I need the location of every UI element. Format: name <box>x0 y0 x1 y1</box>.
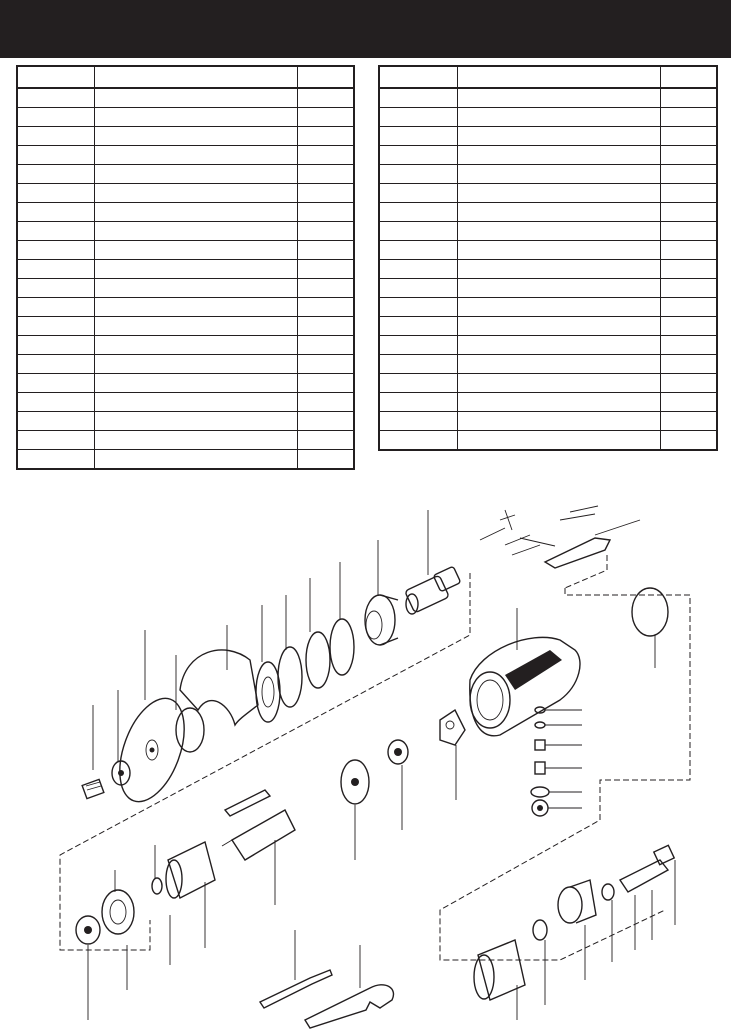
spanner-wrench <box>305 985 393 1028</box>
table-row <box>379 222 717 241</box>
table-cell <box>298 431 354 450</box>
table-row <box>17 431 354 450</box>
trigger-lever <box>500 510 610 568</box>
table-cell <box>94 317 298 336</box>
table-row <box>379 393 717 412</box>
table-cell <box>298 355 354 374</box>
table-cell <box>379 241 457 260</box>
table-cell <box>17 431 94 450</box>
spacer-rings <box>278 619 354 707</box>
flange-plate <box>256 662 280 722</box>
table-cell <box>661 393 717 412</box>
table-cell <box>661 374 717 393</box>
table-cell <box>94 393 298 412</box>
assembly-guide-line-trigger <box>565 555 607 588</box>
front-bearing-housing <box>102 890 134 934</box>
table-cell <box>94 203 298 222</box>
table-cell <box>379 260 457 279</box>
table-row <box>17 374 354 393</box>
table-cell <box>457 355 661 374</box>
table-cell <box>94 88 298 108</box>
table-cell <box>379 355 457 374</box>
table-cell <box>298 222 354 241</box>
table-cell <box>298 317 354 336</box>
small-washer <box>152 878 162 894</box>
table-cell <box>17 374 94 393</box>
table-cell <box>379 108 457 127</box>
table-cell <box>94 127 298 146</box>
table-cell <box>298 165 354 184</box>
table-cell <box>661 260 717 279</box>
table-cell <box>94 146 298 165</box>
table-row <box>379 412 717 431</box>
table-cell <box>661 88 717 108</box>
bearing-housing <box>365 595 398 645</box>
table-row <box>17 165 354 184</box>
spindle-shaft <box>405 566 461 614</box>
table-cell <box>379 222 457 241</box>
header-bar <box>0 0 731 58</box>
table-cell <box>379 317 457 336</box>
table-cell <box>379 203 457 222</box>
table-cell <box>298 412 354 431</box>
table-cell <box>457 184 661 203</box>
table-cell <box>94 298 298 317</box>
table-cell <box>379 279 457 298</box>
table-row <box>17 393 354 412</box>
table-row <box>379 298 717 317</box>
table-cell <box>379 66 457 88</box>
table-cell <box>661 412 717 431</box>
table-cell <box>457 317 661 336</box>
table-header-row <box>379 66 717 88</box>
table-cell <box>661 222 717 241</box>
table-cell <box>457 431 661 451</box>
table-cell <box>17 412 94 431</box>
table-cell <box>379 165 457 184</box>
table-cell <box>17 165 94 184</box>
table-cell <box>298 336 354 355</box>
arbor-bolt <box>82 779 104 798</box>
table-cell <box>94 431 298 450</box>
table-cell <box>661 146 717 165</box>
table-cell <box>94 336 298 355</box>
parts-list-table-left <box>16 65 355 470</box>
table-row <box>379 108 717 127</box>
table-cell <box>661 336 717 355</box>
table-cell <box>17 298 94 317</box>
table-cell <box>457 279 661 298</box>
table-cell <box>298 108 354 127</box>
table-cell <box>298 279 354 298</box>
table-cell <box>298 450 354 470</box>
table-cell <box>457 146 661 165</box>
exhaust-o-ring <box>533 920 547 940</box>
table-cell <box>17 279 94 298</box>
table-cell <box>298 298 354 317</box>
table-row <box>17 298 354 317</box>
table-cell <box>457 412 661 431</box>
table-cell <box>94 184 298 203</box>
air-inlet-fitting <box>620 845 674 892</box>
table-row <box>17 317 354 336</box>
table-cell <box>457 374 661 393</box>
gasket-plate <box>440 710 465 745</box>
table-cell <box>94 66 298 88</box>
table-cell <box>661 203 717 222</box>
table-cell <box>379 184 457 203</box>
table-cell <box>457 165 661 184</box>
hex-key <box>260 970 332 1008</box>
air-inlet-housing <box>558 880 596 923</box>
table-cell <box>94 108 298 127</box>
table-row <box>379 374 717 393</box>
wheel-guard <box>176 650 258 752</box>
table-row <box>17 450 354 470</box>
table-cell <box>661 241 717 260</box>
table-cell <box>94 165 298 184</box>
table-row <box>379 317 717 336</box>
table-cell <box>17 88 94 108</box>
valve-stack <box>531 707 549 816</box>
table-cell <box>94 260 298 279</box>
table-cell <box>379 88 457 108</box>
table-row <box>17 108 354 127</box>
table-cell <box>17 127 94 146</box>
table-cell <box>298 146 354 165</box>
table-row <box>379 260 717 279</box>
table-row <box>379 184 717 203</box>
table-cell <box>661 127 717 146</box>
table-cell <box>94 222 298 241</box>
table-cell <box>457 66 661 88</box>
table-cell <box>17 393 94 412</box>
table-row <box>379 127 717 146</box>
table-row <box>17 412 354 431</box>
table-row <box>17 146 354 165</box>
table-cell <box>457 127 661 146</box>
table-row <box>379 336 717 355</box>
table-cell <box>661 279 717 298</box>
front-bearing <box>76 916 100 944</box>
cylinder <box>166 842 215 898</box>
table-cell <box>457 88 661 108</box>
table-cell <box>379 336 457 355</box>
table-cell <box>298 66 354 88</box>
table-header-row <box>17 66 354 88</box>
table-cell <box>17 184 94 203</box>
callout-leaders <box>88 506 675 1020</box>
table-cell <box>17 241 94 260</box>
table-row <box>17 203 354 222</box>
table-cell <box>457 260 661 279</box>
table-cell <box>298 393 354 412</box>
table-cell <box>457 336 661 355</box>
table-cell <box>379 146 457 165</box>
table-cell <box>94 279 298 298</box>
end-plate <box>341 760 369 804</box>
table-row <box>379 146 717 165</box>
table-cell <box>661 184 717 203</box>
table-cell <box>457 298 661 317</box>
table-row <box>379 355 717 374</box>
table-cell <box>298 88 354 108</box>
inlet-o-ring <box>602 884 614 900</box>
table-cell <box>457 222 661 241</box>
table-row <box>17 184 354 203</box>
table-cell <box>17 108 94 127</box>
motor-housing <box>470 637 580 735</box>
table-row <box>17 88 354 108</box>
table-cell <box>94 412 298 431</box>
table-cell <box>17 317 94 336</box>
table-row <box>379 88 717 108</box>
table-cell <box>298 260 354 279</box>
table-row <box>17 279 354 298</box>
table-row <box>379 431 717 451</box>
exploded-parts-diagram <box>0 500 731 1031</box>
table-cell <box>661 355 717 374</box>
table-cell <box>94 450 298 470</box>
table-cell <box>661 317 717 336</box>
table-row <box>379 279 717 298</box>
table-cell <box>661 108 717 127</box>
table-cell <box>17 66 94 88</box>
table-cell <box>17 203 94 222</box>
table-cell <box>661 66 717 88</box>
table-cell <box>661 431 717 451</box>
table-row <box>17 127 354 146</box>
table-cell <box>661 165 717 184</box>
table-cell <box>457 241 661 260</box>
table-cell <box>298 374 354 393</box>
table-cell <box>457 393 661 412</box>
table-cell <box>457 203 661 222</box>
table-cell <box>298 241 354 260</box>
table-row <box>17 222 354 241</box>
table-cell <box>379 431 457 451</box>
table-cell <box>379 127 457 146</box>
table-cell <box>661 298 717 317</box>
table-row <box>379 241 717 260</box>
table-cell <box>379 412 457 431</box>
table-row <box>379 203 717 222</box>
table-row <box>17 336 354 355</box>
table-row <box>17 241 354 260</box>
table-cell <box>94 241 298 260</box>
rear-bearing <box>388 740 408 764</box>
table-cell <box>17 450 94 470</box>
table-row <box>17 260 354 279</box>
table-cell <box>298 203 354 222</box>
table-cell <box>457 108 661 127</box>
table-cell <box>94 374 298 393</box>
parts-list-table-right <box>378 65 718 451</box>
table-cell <box>94 355 298 374</box>
table-cell <box>379 374 457 393</box>
table-row <box>379 165 717 184</box>
table-cell <box>17 260 94 279</box>
table-cell <box>17 355 94 374</box>
table-cell <box>17 146 94 165</box>
rotor <box>222 790 295 860</box>
table-cell <box>298 127 354 146</box>
table-cell <box>17 222 94 241</box>
table-cell <box>379 298 457 317</box>
table-row <box>17 355 354 374</box>
table-cell <box>17 336 94 355</box>
table-cell <box>379 393 457 412</box>
table-cell <box>298 184 354 203</box>
